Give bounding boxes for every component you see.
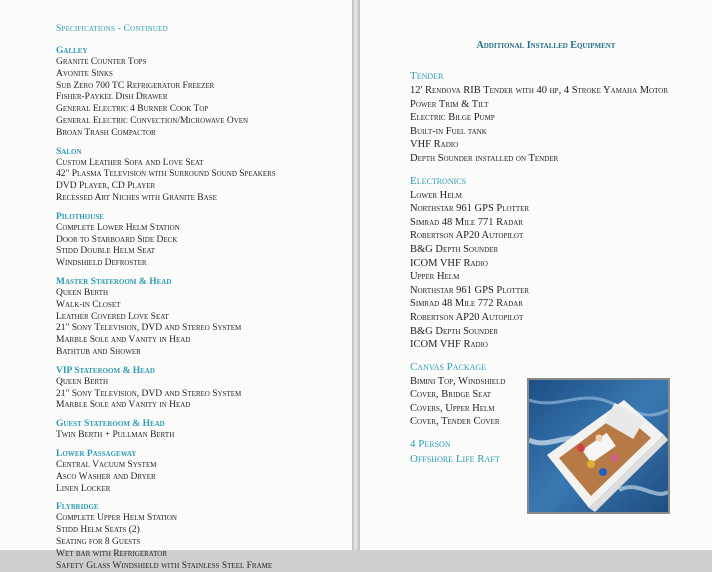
spec-item: B&G Depth Sounder	[410, 325, 712, 339]
spec-item: Cover, Tender Cover	[410, 415, 712, 429]
spec-item: Safety Glass Windshield with Stainless Steel Frame	[56, 561, 352, 572]
spec-item: Complete Upper Helm Station	[56, 513, 352, 525]
spec-item: Simrad 48 Mile 771 Radar	[410, 216, 712, 230]
spec-item: Northstar 961 GPS Plotter	[410, 284, 712, 298]
spec-item: ICOM VHF Radio	[410, 257, 712, 271]
spec-item: Stidd Helm Seats (2)	[56, 525, 352, 537]
spec-item: Sub Zero 700 TC Refrigerator Freezer	[56, 81, 352, 93]
left-page	[0, 0, 352, 550]
spec-item: 42" Plasma Television with Surround Sound Speakers	[56, 169, 352, 181]
spec-item: VHF Radio	[410, 138, 712, 152]
spec-item: Recessed Art Niches with Granite Base	[56, 193, 352, 205]
spec-item: Lower Helm	[410, 189, 712, 203]
spec-item: Bathtub and Shower	[56, 347, 352, 359]
page-gutter	[352, 0, 360, 550]
spec-item: Granite Counter Tops	[56, 57, 352, 69]
right-section-electronics	[410, 174, 712, 352]
spec-item: Walk-in Closet	[56, 300, 352, 312]
spec-item: Depth Sounder installed on Tender	[410, 152, 712, 166]
spec-item: Marble Sole and Vanity in Head	[56, 400, 352, 412]
spec-item: Avonite Sinks	[56, 69, 352, 81]
spec-item: Simrad 48 Mile 772 Radar	[410, 297, 712, 311]
spec-item: Broan Trash Compactor	[56, 128, 352, 140]
section-title: Canvas Package	[410, 360, 712, 374]
left-section-salon	[56, 147, 352, 205]
spec-item: Queen Berth	[56, 288, 352, 300]
spec-item: Upper Helm	[410, 270, 712, 284]
left-section-flybridge	[56, 502, 352, 572]
section-title: Electronics	[410, 174, 712, 188]
spec-item: DVD Player, CD Player	[56, 181, 352, 193]
spec-item: Windshield Defroster	[56, 258, 352, 270]
spec-item: General Electric 4 Burner Cook Top	[56, 104, 352, 116]
spec-item: Queen Berth	[56, 377, 352, 389]
left-section-vip-stateroom-head	[56, 366, 352, 412]
spec-item: Twin Berth + Pullman Berth	[56, 430, 352, 442]
spec-item: Complete Lower Helm Station	[56, 223, 352, 235]
section-title: Pilothouse	[56, 212, 352, 223]
section-title: Galley	[56, 46, 352, 57]
spec-item: 21" Sony Television, DVD and Stereo System	[56, 389, 352, 401]
spec-item: Northstar 961 GPS Plotter	[410, 202, 712, 216]
section-title: Guest Stateroom & Head	[56, 419, 352, 430]
spec-item: 12' Rendova RIB Tender with 40 hp, 4 Stroke Yamaha Motor	[410, 84, 712, 98]
spec-item: Linen Locker	[56, 484, 352, 496]
spec-item: Power Trim & Tilt	[410, 98, 712, 112]
spec-item: Fisher-Paykel Dish Drawer	[56, 92, 352, 104]
section-title: VIP Stateroom & Head	[56, 366, 352, 377]
spec-item: Bimini Top, Windshield	[410, 375, 712, 389]
section-title: Offshore Life Raft	[410, 452, 712, 466]
section-title: Salon	[56, 147, 352, 158]
section-title: 4 Person	[410, 437, 712, 451]
left-section-galley	[56, 46, 352, 140]
spec-item: B&G Depth Sounder	[410, 243, 712, 257]
left-sections	[56, 46, 352, 572]
spec-item: Electric Bilge Pump	[410, 111, 712, 125]
spec-item: Robertson AP20 Autopilot	[410, 311, 712, 325]
right-section-tender	[410, 69, 712, 166]
spec-item: Covers, Upper Helm	[410, 402, 712, 416]
section-title: Flybridge	[56, 502, 352, 513]
section-title: Tender	[410, 69, 712, 83]
left-section-guest-stateroom-head	[56, 419, 352, 442]
spec-item: Stidd Double Helm Seat	[56, 246, 352, 258]
section-title: Master Stateroom & Head	[56, 277, 352, 288]
yacht-photo	[527, 378, 670, 514]
spec-item: Marble Sole and Vanity in Head	[56, 335, 352, 347]
spec-item: Central Vacuum System	[56, 460, 352, 472]
yacht-photo-image	[529, 380, 668, 512]
right-page-header: Additional Installed Equipment	[420, 40, 672, 51]
left-section-master-stateroom-head	[56, 277, 352, 359]
spec-item: 21" Sony Television, DVD and Stereo System	[56, 323, 352, 335]
spec-item: Door to Starboard Side Deck	[56, 235, 352, 247]
left-section-lower-passageway	[56, 449, 352, 495]
section-title: Lower Passageway	[56, 449, 352, 460]
spec-item: Robertson AP20 Autopilot	[410, 229, 712, 243]
spec-item: Seating for 8 Guests	[56, 537, 352, 549]
spec-item: General Electric Convection/Microwave Oven	[56, 116, 352, 128]
spec-item: Wet bar with Refrigerator	[56, 549, 352, 561]
spec-item: Asco Washer and Dryer	[56, 472, 352, 484]
spec-item: ICOM VHF Radio	[410, 338, 712, 352]
left-section-pilothouse	[56, 212, 352, 270]
spec-item: Leather Covered Love Seat	[56, 312, 352, 324]
spec-item: Cover, Bridge Seat	[410, 388, 712, 402]
spec-item: Custom Leather Sofa and Love Seat	[56, 158, 352, 170]
spec-item: Built-in Fuel tank	[410, 125, 712, 139]
left-page-header: Specifications - Continued	[56, 24, 352, 34]
